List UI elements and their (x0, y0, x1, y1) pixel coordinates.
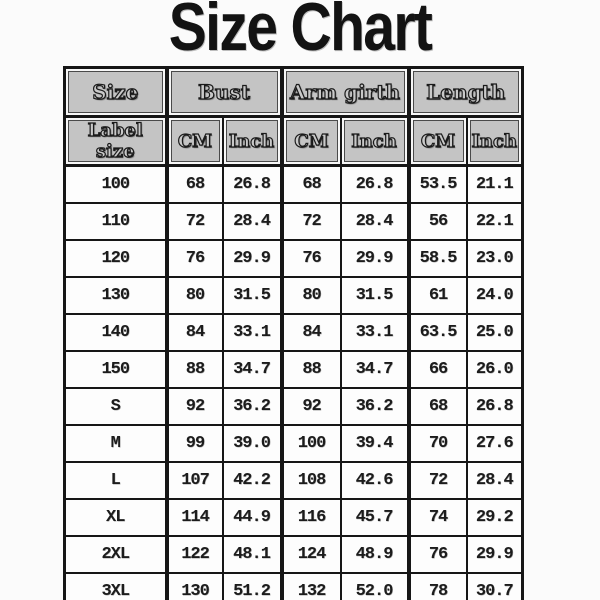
group-header-size: Size (65, 68, 167, 117)
table-cell: 28.4 (467, 462, 523, 499)
table-cell: 76 (282, 240, 341, 277)
row-label-cell: 130 (65, 277, 167, 314)
table-cell: 23.0 (467, 240, 523, 277)
table-cell: 26.8 (341, 166, 409, 204)
table-cell: 53.5 (409, 166, 467, 204)
table-cell: 29.2 (467, 499, 523, 536)
table-cell: 114 (167, 499, 223, 536)
column-header-bust-inch: Inch (223, 117, 282, 166)
table-cell: 39.4 (341, 425, 409, 462)
column-header-arm-cm: CM (282, 117, 341, 166)
table-cell: 107 (167, 462, 223, 499)
table-cell: 26.8 (223, 166, 282, 204)
table-cell: 26.8 (467, 388, 523, 425)
table-cell: 21.1 (467, 166, 523, 204)
row-label-cell: 2XL (65, 536, 167, 573)
table-cell: 48.1 (223, 536, 282, 573)
table-cell: 88 (167, 351, 223, 388)
table-row (65, 203, 523, 240)
table-cell: 68 (167, 166, 223, 204)
table-cell: 61 (409, 277, 467, 314)
table-row (65, 166, 523, 204)
column-header-label-size: Label size (65, 117, 167, 166)
row-label-cell: 150 (65, 351, 167, 388)
table-cell: 34.7 (223, 351, 282, 388)
table-cell: 44.9 (223, 499, 282, 536)
table-header (65, 68, 523, 166)
table-cell: 58.5 (409, 240, 467, 277)
table-row (65, 240, 523, 277)
table-cell: 30.7 (467, 573, 523, 600)
table-row (65, 462, 523, 499)
table-cell: 72 (282, 203, 341, 240)
table-cell: 25.0 (467, 314, 523, 351)
table-cell: 130 (167, 573, 223, 600)
table-cell: 63.5 (409, 314, 467, 351)
table-cell: 27.6 (467, 425, 523, 462)
table-cell: 78 (409, 573, 467, 600)
table-cell: 34.7 (341, 351, 409, 388)
table-row (65, 425, 523, 462)
row-label-cell: M (65, 425, 167, 462)
table-cell: 88 (282, 351, 341, 388)
table-cell: 51.2 (223, 573, 282, 600)
table-cell: 80 (282, 277, 341, 314)
column-header-length-inch: Inch (467, 117, 523, 166)
row-label-cell: 120 (65, 240, 167, 277)
row-label-cell: 110 (65, 203, 167, 240)
table-cell: 33.1 (223, 314, 282, 351)
table-cell: 124 (282, 536, 341, 573)
table-cell: 84 (167, 314, 223, 351)
table-cell: 84 (282, 314, 341, 351)
table-cell: 66 (409, 351, 467, 388)
table-row (65, 351, 523, 388)
table-row (65, 314, 523, 351)
sub-header-row (65, 117, 523, 166)
row-label-cell: XL (65, 499, 167, 536)
table-row (65, 277, 523, 314)
table-row (65, 499, 523, 536)
table-cell: 31.5 (341, 277, 409, 314)
table-cell: 108 (282, 462, 341, 499)
table-cell: 92 (167, 388, 223, 425)
group-header-bust: Bust (167, 68, 282, 117)
table-cell: 42.2 (223, 462, 282, 499)
table-cell: 29.9 (467, 536, 523, 573)
table-cell: 76 (167, 240, 223, 277)
table-cell: 29.9 (223, 240, 282, 277)
table-cell: 76 (409, 536, 467, 573)
group-header-length: Length (409, 68, 523, 117)
table-cell: 29.9 (341, 240, 409, 277)
column-header-arm-inch: Inch (341, 117, 409, 166)
table-row (65, 536, 523, 573)
table-cell: 28.4 (223, 203, 282, 240)
table-cell: 26.0 (467, 351, 523, 388)
table-cell: 33.1 (341, 314, 409, 351)
table-cell: 68 (409, 388, 467, 425)
table-cell: 56 (409, 203, 467, 240)
table-cell: 99 (167, 425, 223, 462)
row-label-cell: 140 (65, 314, 167, 351)
group-header-row (65, 68, 523, 117)
table-cell: 48.9 (341, 536, 409, 573)
size-chart-table (63, 66, 524, 600)
table-cell: 122 (167, 536, 223, 573)
row-label-cell: S (65, 388, 167, 425)
table-cell: 72 (167, 203, 223, 240)
table-cell: 42.6 (341, 462, 409, 499)
table-cell: 45.7 (341, 499, 409, 536)
table-row (65, 388, 523, 425)
group-header-arm-girth: Arm girth (282, 68, 409, 117)
table-cell: 36.2 (341, 388, 409, 425)
table-row (65, 573, 523, 600)
table-cell: 31.5 (223, 277, 282, 314)
table-cell: 70 (409, 425, 467, 462)
row-label-cell: 100 (65, 166, 167, 204)
table-cell: 24.0 (467, 277, 523, 314)
table-cell: 92 (282, 388, 341, 425)
table-cell: 74 (409, 499, 467, 536)
table-cell: 80 (167, 277, 223, 314)
table-cell: 39.0 (223, 425, 282, 462)
page-title: Size Chart (168, 0, 432, 65)
table-cell: 72 (409, 462, 467, 499)
row-label-cell: L (65, 462, 167, 499)
table-cell: 22.1 (467, 203, 523, 240)
table-cell: 132 (282, 573, 341, 600)
table-cell: 28.4 (341, 203, 409, 240)
column-header-bust-cm: CM (167, 117, 223, 166)
table-cell: 100 (282, 425, 341, 462)
table-cell: 36.2 (223, 388, 282, 425)
table-body (65, 166, 523, 600)
table-cell: 52.0 (341, 573, 409, 600)
column-header-length-cm: CM (409, 117, 467, 166)
table-cell: 116 (282, 499, 341, 536)
row-label-cell: 3XL (65, 573, 167, 600)
table-cell: 68 (282, 166, 341, 204)
